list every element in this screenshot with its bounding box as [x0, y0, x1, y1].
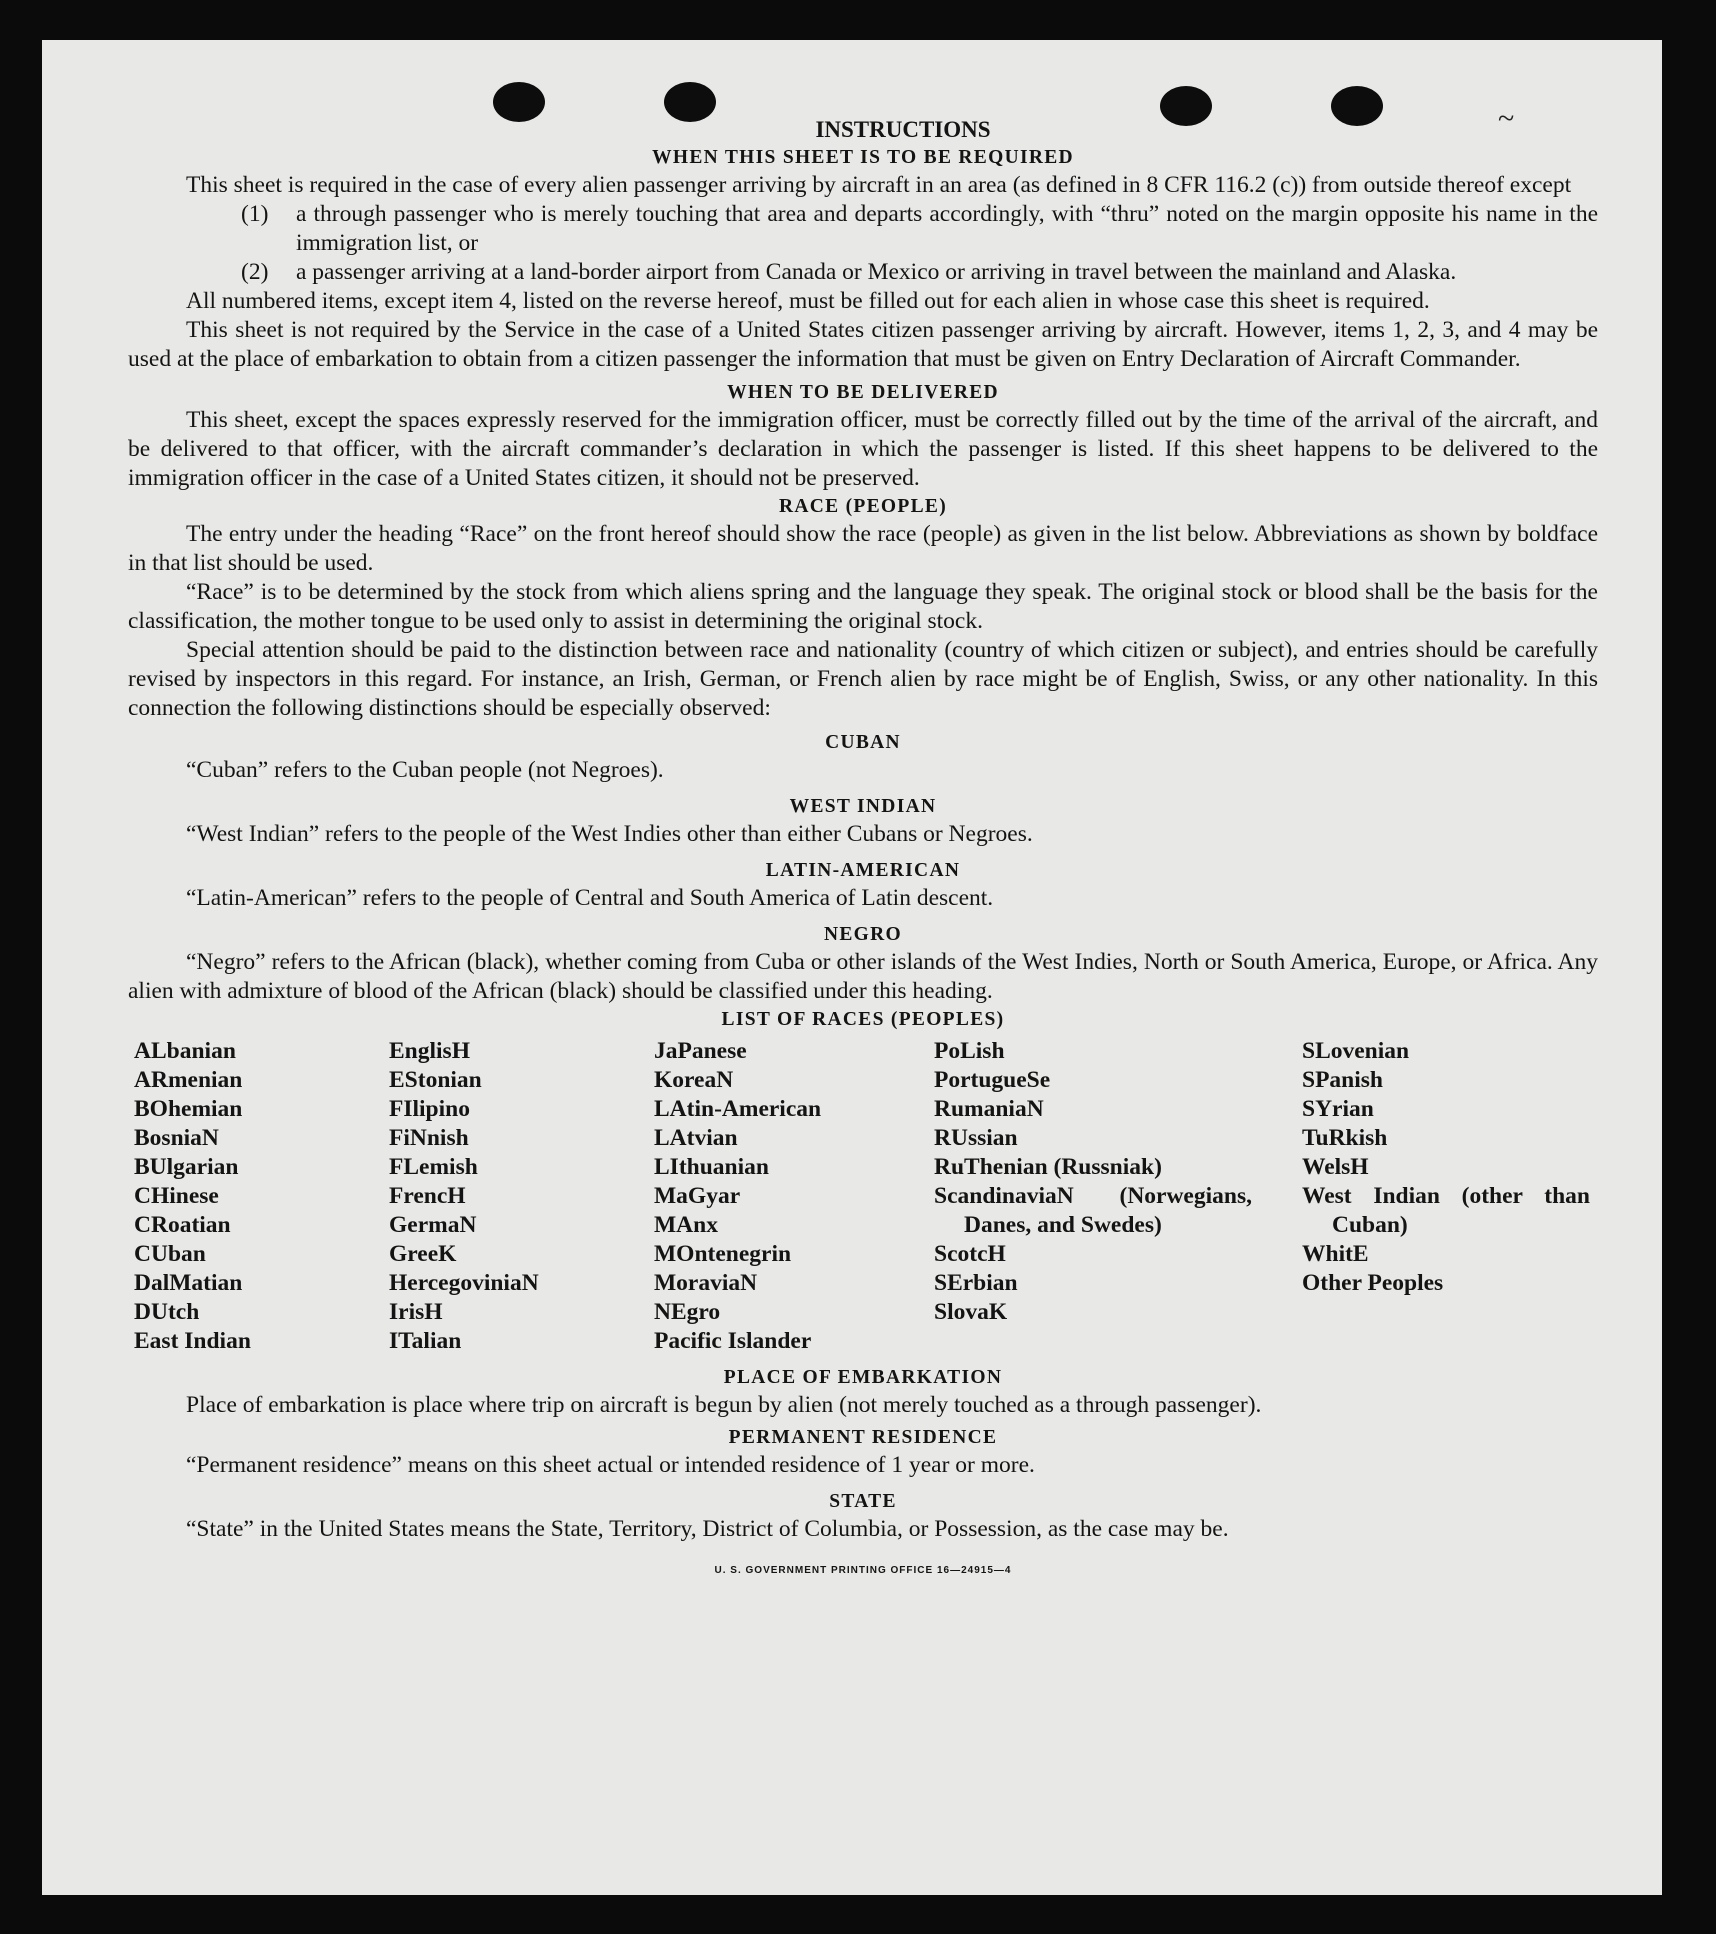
race-entry: RUssian: [934, 1125, 1018, 1151]
heading-embarkation: PLACE OF EMBARKATION: [723, 1367, 1003, 1388]
race-entry: CUban: [134, 1241, 206, 1267]
heading-state: STATE: [829, 1491, 897, 1512]
heading-negro: NEGRO: [823, 924, 902, 945]
race-entry: BUlgarian: [134, 1154, 239, 1180]
race-entry: MoraviaN: [654, 1270, 758, 1296]
paragraph: “West Indian” refers to the people of the West Indies other than either Cubans or Negroes.: [186, 821, 1033, 847]
race-entry: ITalian: [389, 1328, 462, 1354]
race-entry: IrisH: [389, 1299, 443, 1325]
race-entry: LAtvian: [654, 1125, 738, 1151]
paragraph: Special attention should be paid to the distinction between race and nationality (country of which citizen or subject), and entries should be carefully revised by inspectors in this regard. For instance, an Irish, German, or French alien by race might be of English, Swiss, or any other nationality. In this connection the following distinctions should be especially observed:: [128, 637, 1598, 721]
race-entry: Pacific Islander: [654, 1328, 812, 1354]
race-entry: East Indian: [134, 1328, 251, 1354]
race-entry: SPanish: [1302, 1067, 1383, 1093]
document-page: [42, 40, 1662, 1895]
race-entry: RuThenian (Russniak): [934, 1154, 1162, 1180]
paragraph: “State” in the United States means the State, Territory, District of Columbia, or Possession, as the case may be.: [186, 1516, 1229, 1542]
item-text: a through passenger who is merely touching that area and departs accordingly, with “thru” noted on the margin opposite his name in the immigration list, or: [296, 201, 1598, 256]
pen-mark: ~: [1498, 102, 1515, 135]
race-entry: SlovaK: [934, 1299, 1008, 1325]
race-column: [934, 1037, 1302, 1356]
race-entry: BOhemian: [134, 1096, 243, 1122]
heading-latin-american: LATIN-AMERICAN: [765, 860, 961, 881]
race-list: [134, 1037, 1598, 1356]
list-item: [128, 200, 1598, 258]
paragraph: Place of embarkation is place where trip on aircraft is begun by alien (not merely touched as a through passenger).: [186, 1392, 1262, 1418]
list-item: [128, 258, 1598, 287]
item-number: (2): [241, 259, 269, 285]
paragraph: “Negro” refers to the African (black), whether coming from Cuba or other islands of the West Indies, North or South America, Europe, or Africa. Any alien with admixture of blood of the African (black) should be classified under this heading.: [128, 949, 1598, 1004]
paragraph: “Race” is to be determined by the stock from which aliens spring and the language they speak. The original stock or blood shall be the basis for the classification, the mother tongue to be used only to assist in determining the original stock.: [128, 579, 1598, 634]
race-entry: SErbian: [934, 1270, 1018, 1296]
heading-west-indian: WEST INDIAN: [789, 796, 937, 817]
race-entry: GreeK: [389, 1241, 457, 1267]
item-text: a passenger arriving at a land-border airport from Canada or Mexico or arriving in travel between the mainland and Alaska.: [296, 259, 1457, 285]
race-entry: MAnx: [654, 1212, 718, 1238]
race-entry: EnglisH: [389, 1038, 470, 1064]
paragraph: This sheet is required in the case of every alien passenger arriving by aircraft in an area (as defined in 8 CFR 116.2 (c)) from outside thereof except: [186, 172, 1572, 198]
heading-delivered: WHEN TO BE DELIVERED: [727, 382, 999, 403]
race-entry: Other Peoples: [1302, 1270, 1444, 1296]
race-column: [134, 1037, 389, 1356]
paragraph: This sheet is not required by the Service in the case of a United States citizen passenger arriving by aircraft. However, items 1, 2, 3, and 4 may be used at the place of embarkation to obtain from a citizen passenger the information that must be given on Entry Declaration of Aircraft Commander.: [128, 317, 1598, 372]
race-entry: SLovenian: [1302, 1038, 1410, 1064]
race-entry: PortugueSe: [934, 1067, 1051, 1093]
race-entry: CHinese: [134, 1183, 219, 1209]
race-entry: ScotcH: [934, 1241, 1006, 1267]
race-entry: HercegoviniaN: [389, 1270, 539, 1296]
paragraph: “Permanent residence” means on this sheet actual or intended residence of 1 year or more.: [186, 1452, 1035, 1478]
race-entry: ALbanian: [134, 1038, 236, 1064]
race-entry: JaPanese: [654, 1038, 747, 1064]
race-entry: NEgro: [654, 1299, 721, 1325]
race-entry: West Indian (other than Cuban): [1302, 1183, 1590, 1238]
race-entry: MOntenegrin: [654, 1241, 792, 1267]
race-entry: WhitE: [1302, 1241, 1369, 1267]
instructions-body: [128, 116, 1598, 1585]
race-entry: FLemish: [389, 1154, 478, 1180]
race-entry: DUtch: [134, 1299, 200, 1325]
race-column: [654, 1037, 934, 1356]
race-entry: KoreaN: [654, 1067, 734, 1093]
race-entry: MaGyar: [654, 1183, 741, 1209]
race-entry: SYrian: [1302, 1096, 1374, 1122]
race-entry: WelsH: [1302, 1154, 1369, 1180]
race-entry: ScandinaviaN (Norwegians, Danes, and Swedes): [934, 1183, 1252, 1238]
race-entry: RumaniaN: [934, 1096, 1044, 1122]
heading-list-of-races: LIST OF RACES (PEOPLES): [721, 1009, 1005, 1030]
race-entry: GermaN: [389, 1212, 477, 1238]
race-entry: FIlipino: [389, 1096, 470, 1122]
race-entry: PoLish: [934, 1038, 1005, 1064]
paragraph: All numbered items, except item 4, listed on the reverse hereof, must be filled out for each alien in whose case this sheet is required.: [186, 288, 1430, 314]
race-entry: TuRkish: [1302, 1125, 1388, 1151]
race-entry: FrencH: [389, 1183, 466, 1209]
race-entry: BosniaN: [134, 1125, 219, 1151]
paragraph: “Latin-American” refers to the people of Central and South America of Latin descent.: [186, 885, 994, 911]
printer-imprint: U. S. GOVERNMENT PRINTING OFFICE 16—24915—4: [714, 1565, 1012, 1576]
heading-residence: PERMANENT RESIDENCE: [728, 1427, 998, 1448]
race-column: [389, 1037, 654, 1356]
race-entry: EStonian: [389, 1067, 482, 1093]
page-title: INSTRUCTIONS: [815, 117, 991, 142]
paragraph: “Cuban” refers to the Cuban people (not Negroes).: [186, 757, 664, 783]
race-entry: ARmenian: [134, 1067, 243, 1093]
race-entry: DalMatian: [134, 1270, 243, 1296]
heading-cuban: CUBAN: [825, 732, 901, 753]
race-entry: FiNnish: [389, 1125, 469, 1151]
item-number: (1): [241, 201, 269, 227]
heading-race: RACE (PEOPLE): [778, 496, 948, 517]
race-entry: LIthuanian: [654, 1154, 769, 1180]
race-entry: LAtin-American: [654, 1096, 822, 1122]
paragraph: The entry under the heading “Race” on the front hereof should show the race (people) as given in the list below. Abbreviations as shown by boldface in that list should be used.: [128, 521, 1598, 576]
heading-required: WHEN THIS SHEET IS TO BE REQUIRED: [652, 147, 1074, 168]
race-column: [1302, 1037, 1598, 1356]
race-entry: CRoatian: [134, 1212, 231, 1238]
paragraph: This sheet, except the spaces expressly reserved for the immigration officer, must be correctly filled out by the time of the arrival of the aircraft, and be delivered to that officer, with the aircraft commander’s declaration in which the passenger is listed. If this sheet happens to be delivered to the immigration officer in the case of a United States citizen, it should not be preserved.: [128, 407, 1598, 491]
